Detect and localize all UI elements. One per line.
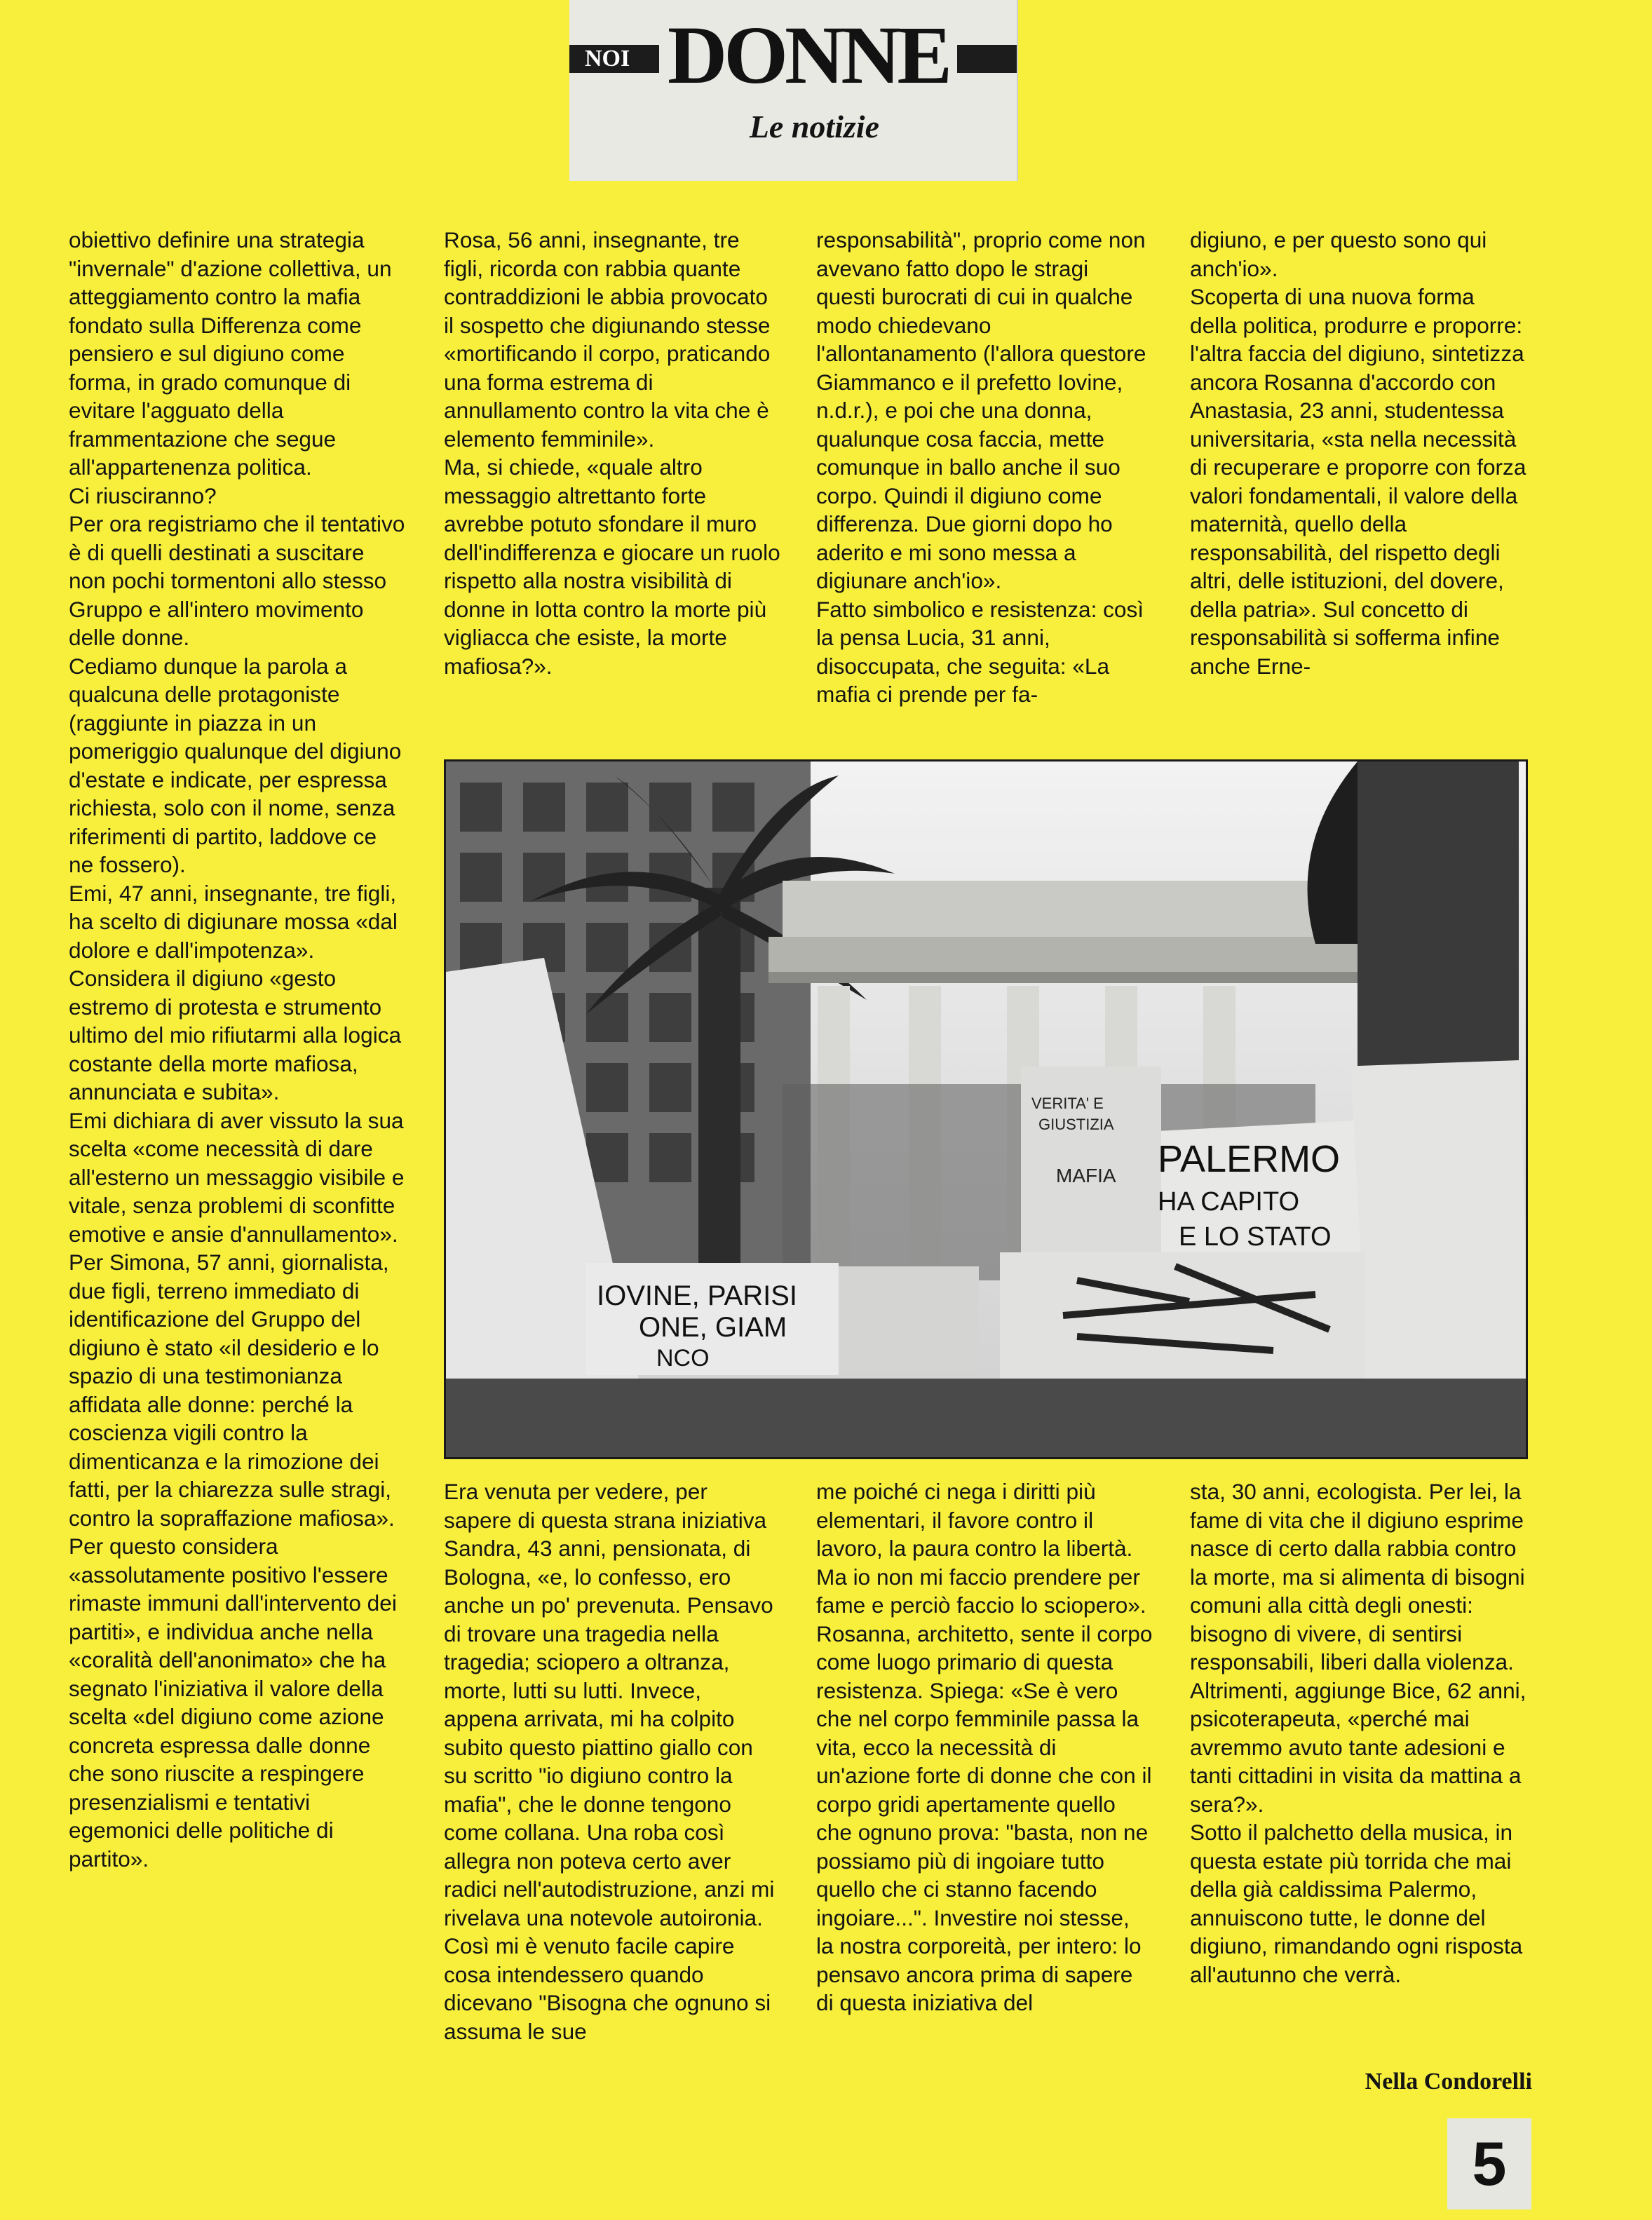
paragraph: obiettivo definire una strategia "invernale" d'azione collettiva, un atteggiamento contro la mafia fondato sulla Differenza come pensiero e sul digiuno come forma, in grado comunque di evitare l'agguato della frammentazione che segue all'appartenenza politica. [69, 227, 392, 480]
paragraph: Fatto simbolico e resistenza: così la pensa Lucia, 31 anni, disoccupata, che seguita: «La mafia ci prende per fa- [816, 596, 1144, 707]
masthead-title: DONNE [659, 14, 957, 98]
paragraph: Per ora registriamo che il tentativo è di quelli destinati a suscitare non pochi tormentoni allo stesso Gruppo e all'intero movimento delle donne. [69, 511, 405, 650]
column-4-top [1190, 226, 1526, 739]
paragraph: Per questo considera «assolutamente positivo l'essere rimaste immuni dall'intervento dei partiti», e individua anche nella «coralità dell'anonimato» che ha segnato l'iniziativa il valore della scelta «del digiuno come azione concreta espressa dalle donne che sono riuscite a respingere presenzialismi e tentativi egemonici delle politiche di partito». [69, 1534, 397, 1872]
author-byline: Nella Condorelli [1365, 2069, 1532, 2094]
paragraph: Per Simona, 57 anni, giornalista, due figli, terreno immediato di identificazione del Gruppo del digiuno è stato «il desiderio e lo spazio di una testimonianza affidata alle donne: perché la coscienza vigili contro la dimenticanza e la rimozione dei fatti, per la chiarezza sulle stragi, contro la sopraffazione mafiosa». [69, 1250, 395, 1531]
column-2-top [444, 226, 780, 739]
banner-iovine-line2: ONE, GIAM [639, 1312, 787, 1343]
sign-small-line1: VERITA' E [1031, 1095, 1104, 1112]
paragraph: Emi, 47 anni, insegnante, tre figli, ha scelto di digiunare mossa «dal dolore e dall'impotenza». Considera il digiuno «gesto estremo di protesta e strumento ultimo del mio rifiutarmi alla logica costante della morte mafiosa, annunciata e subita». [69, 880, 402, 1104]
paragraph: Era venuta per vedere, per sapere di questa strana iniziativa Sandra, 43 anni, pensionata, di Bologna, «e, lo confesso, ero anche un po' prevenuta. Pensavo di trovare una tragedia nella tragedia; sciopero a oltranza, morte, lutti su lutti. Invece, appena arrivata, mi ha colpito subito questo piattino giallo con su scritto "io digiuno contro la mafia", che le donne tengono come collana. Una roba così allegra non poteva certo aver radici nell'autodistruzione, anzi mi rivelava una notevole autoironia. Così mi è venuto facile capire cosa intendessero quando dicevano "Bisogna che ognuno si assuma le sue [444, 1479, 775, 2044]
column-4-bottom [1190, 1477, 1526, 2066]
paragraph: Emi dichiara di aver vissuto la sua scelta «come necessità di dare all'esterno un messaggio visibile e vitale, senza problemi di sconfitte emotive e ansie d'annullamento». [69, 1107, 405, 1247]
paragraph: Scoperta di una nuova forma della politica, produrre e proporre: l'altra faccia del digiuno, sintetizza ancora Rosanna d'accordo con Anastasia, 23 anni, studentessa universitaria, «sta nella necessità di recuperare e proporre con forza valori fondamentali, il valore della maternità, quello della responsabilità, del rispetto degli altri, delle istituzioni, del dovere, della patria». Sul concetto di responsabilità si sofferma infine anche Erne- [1190, 284, 1526, 679]
paragraph: responsabilità", proprio come non avevano fatto dopo le stragi questi burocrati di cui in qualche modo chiedevano l'allontanamento (l'allora questore Giammanco e il prefetto Iovine, n.d.r.), e poi che una donna, qualunque cosa faccia, mette comunque in ballo anche il suo corpo. Quindi il digiuno come differenza. Due giorni dopo ho aderito e mi sono messa a digiunare anch'io». [816, 227, 1146, 593]
page-number: 5 [1447, 2118, 1531, 2209]
banner-palermo-line1: PALERMO [1158, 1138, 1341, 1180]
paragraph: me poiché ci nega i diritti più elementari, il favore contro il lavoro, la paura contro la libertà. Ma io non mi faccio prendere per fame e perciò faccio lo sciopero». [816, 1479, 1146, 1618]
paragraph: Ci riusciranno? [69, 482, 217, 508]
protest-photo [444, 759, 1528, 1459]
paragraph: Ma, si chiede, «quale altro messaggio altrettanto forte avrebbe potuto sfondare il muro dell'indifferenza e giocare un ruolo rispetto alla nostra visibilità di donne in lotta contro la morte più vigliacca che esiste, la morte mafiosa?». [444, 454, 780, 679]
banner-iovine-line1: IOVINE, PARISI [597, 1280, 797, 1311]
paragraph: Cediamo dunque la parola a qualcuna delle protagoniste (raggiunte in piazza in un pomeriggio qualunque del digiuno d'estate e indicate, per espressa richiesta, solo con il nome, senza riferimenti di partito, laddove ce ne fossero). [69, 653, 402, 877]
column-3-top [816, 226, 1153, 739]
banner-palermo-line2: HA CAPITO [1158, 1187, 1300, 1217]
sign-small-line2: GIUSTIZIA [1038, 1116, 1114, 1133]
masthead-subtitle: Le notizie [749, 109, 879, 144]
sign-small-line3: MAFIA [1056, 1165, 1116, 1186]
paragraph: Sotto il palchetto della musica, in questa estate più torrida che mai della già caldissima Palermo, annuiscono tutte, le donne del digiuno, rimandando ogni risposta all'autunno che verrà. [1190, 1820, 1523, 1987]
banner-palermo-line3: E LO STATO [1179, 1222, 1332, 1252]
protest-photo-illustration [446, 762, 1526, 1457]
banner-iovine-line3: NCO [656, 1345, 710, 1372]
column-1 [69, 226, 405, 2106]
paragraph: digiuno, e per questo sono qui anch'io». [1190, 227, 1487, 281]
paragraph: Rosa, 56 anni, insegnante, tre figli, ricorda con rabbia quante contraddizioni le abbia provocato il sospetto che digiunando stesse «mortificando il corpo, praticando una forma estrema di annullamento contro la vita che è elemento femminile». [444, 227, 771, 452]
paragraph: sta, 30 anni, ecologista. Per lei, la fame di vita che il digiuno esprime nasce di certo dalla rabbia contro la morte, ma si alimenta di bisogni comuni alla città degli onesti: bisogno di vivere, di sentirsi responsabili, liberi dalla violenza. Altrimenti, aggiunge Bice, 62 anni, psicoterapeuta, «perché mai avremmo avuto tante adesioni e tanti cittadini in visita da mattina a sera?». [1190, 1479, 1526, 1817]
paragraph: Rosanna, architetto, sente il corpo come luogo primario di questa resistenza. Spiega: «Se è vero che nel corpo femminile passa la vita, ecco la necessità di un'azione forte di donne che con il corpo gridi apertamente quello che ognuno prova: "basta, non ne possiamo più di ingoiare tutto quello che ci stanno facendo ingoiare...". Investire noi stesse, la nostra corporeità, per intero: lo pensavo ancora prima di sapere di questa iniziativa del [816, 1620, 1153, 2015]
masthead [569, 0, 1018, 181]
column-2-bottom [444, 1477, 780, 2109]
masthead-noi: NOI [585, 46, 630, 72]
column-3-bottom [816, 1477, 1153, 2109]
